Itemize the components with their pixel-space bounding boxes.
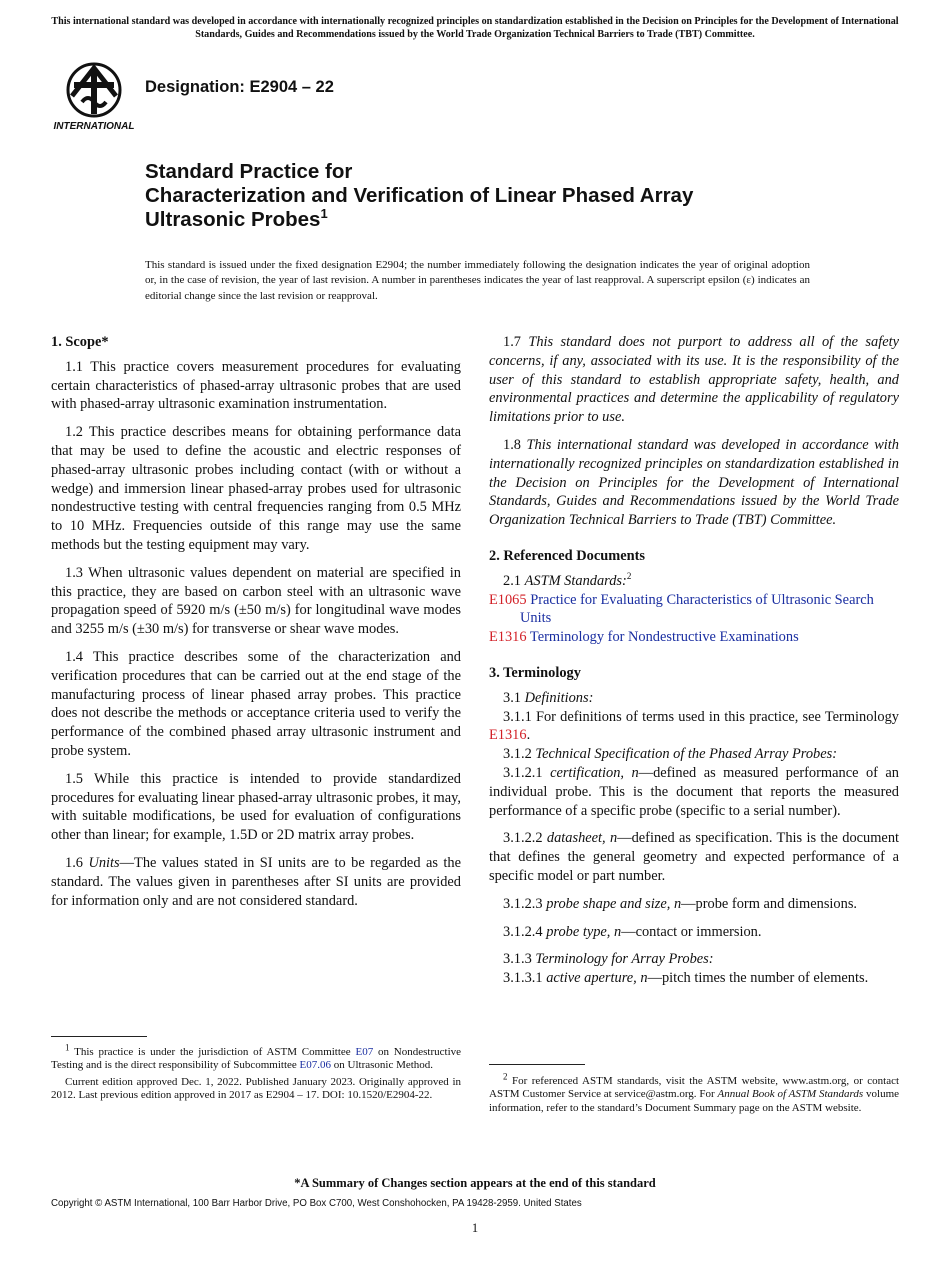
para-1-8-text: This international standard was developed in accordance with internationally recognized principles on standardization established in the Decision on Principles for the Development of International Standards, Guides and Recommendations issued by the World Trade Organization Technical Barriers to Trade (TBT) Committee.: [489, 436, 899, 529]
footnote-2-part-a: For referenced ASTM standards, visit the ASTM website, www.astm.org, or contact ASTM Customer Service at service@astm.org. For: [489, 1075, 900, 1101]
footnote-1-text: [51, 1042, 462, 1073]
definition-text: —pitch times the number of elements.: [647, 970, 869, 987]
footnote-edition: Current edition approved Dec. 1, 2022. Published January 2023. Originally approved in 2012. Last previous edition approved in 2017 as E2904 – 17. DOI: 10.1520/E2904-22.: [51, 1075, 461, 1102]
reference-e1316[interactable]: [489, 628, 899, 647]
defined-term: probe shape and size, n: [546, 895, 682, 912]
title-line-3: Ultrasonic Probes: [145, 208, 321, 231]
para-3-1-2-number: 3.1.2: [503, 746, 532, 763]
logo-wordmark: INTERNATIONAL: [53, 121, 135, 132]
para-2-1: [489, 572, 899, 591]
footnote-rule-right: [489, 1064, 585, 1065]
para-number: 3.1.2.3: [503, 895, 543, 912]
para-3-1: [489, 689, 899, 708]
para-1-4: 1.4 This practice describes some of the characterization and verification procedures that can be carried out at the end stage of the manufacturing process of linear phased array probes. This practice does not describe the methods or acceptance criteria used to verify the performance of the combined phased array ultrasonic instrument and probe system.: [51, 648, 461, 759]
para-3-1-2-text: Technical Specification of the Phased Array Probes:: [535, 746, 838, 763]
subcommittee-e07-06-link[interactable]: E07.06: [299, 1059, 332, 1072]
para-2-1-footnote-mark: 2: [626, 570, 632, 581]
reference-code-link[interactable]: E1065: [489, 591, 527, 608]
committee-e07-link[interactable]: E07: [355, 1046, 374, 1058]
terminology-heading: 3. Terminology: [489, 664, 581, 681]
terminology-e1316-link[interactable]: E1316: [489, 727, 527, 744]
para-number: 3.1.3.1: [503, 970, 543, 987]
footnote-1: [51, 1042, 462, 1106]
para-3-1-2-3: [489, 895, 899, 914]
footnote-2-text: [489, 1071, 900, 1115]
reference-title-link[interactable]: Terminology for Nondestructive Examinations: [529, 629, 799, 646]
definition-text: —defined as measured performance of an individual probe. This is the document that reports the measured performance of a specific probe (specific to a serial number).: [489, 764, 899, 819]
para-3-1-3-text: Terminology for Array Probes:: [535, 951, 714, 968]
para-1-7-text: This standard does not purport to address all of the safety concerns, if any, associated with its use. It is the responsibility of the user of this standard to establish appropriate safety, health, and environmental practices and determine the applicability of regulatory limitations prior to use.: [489, 334, 899, 426]
footnote-rule-left: [51, 1036, 147, 1037]
reference-e1065[interactable]: [489, 591, 899, 629]
page-number: 1: [471, 1221, 479, 1235]
para-3-1-3-1: [489, 969, 899, 988]
para-1-8-number: 1.8: [503, 436, 521, 453]
para-1-2: 1.2 This practice describes means for obtaining performance data that may be used to define the acoustic and electric responses of phased-array ultrasonic probes including contact (with or without a wedge) and immersion linear phased-array probes used for ultrasonic nondestructive testing with central frequencies ranging from 0.5 MHz to 10 MHz. Frequencies outside of this range may use the same methods but the testing equipment may vary.: [51, 424, 461, 553]
para-1-6-number: 1.6: [65, 854, 83, 871]
footnote-1-mark: 1: [65, 1042, 70, 1053]
para-3-1-1-text: 3.1.1 For definitions of terms used in this practice, see Terminology: [503, 708, 899, 725]
issued-note: This standard is issued under the fixed designation E2904; the number immediately following the designation indicates the year of original adoption or, in the case of revision, the year of last revision. A number in parentheses indicates the year of last reapproval. A superscript epsilon (ε) indicates an editorial change since the last revision or reapproval.: [145, 259, 810, 302]
footnote-1-part-b: on Nondestructive Testing and is the direct responsibility of Subcommittee: [51, 1046, 462, 1072]
para-number: 3.1.2.2: [503, 830, 543, 847]
designation: Designation: E2904 – 22: [145, 78, 334, 96]
defined-term: certification, n: [550, 764, 639, 781]
para-number: 3.1.2.4: [503, 923, 543, 940]
copyright: Copyright © ASTM International, 100 Barr Harbor Drive, PO Box C700, West Conshohocken, PA 19428-2959. United States: [51, 1198, 582, 1209]
title-line-2: Characterization and Verification of Linear Phased Array: [145, 184, 694, 207]
wto-note: This international standard was developed in accordance with internationally recognized principles on standardization established in the Decision on Principles for the Development of International Standards, Guides and Recommendations issued by the World Trade Organization Technical Barriers to Trade (TBT) Committee.: [51, 16, 899, 40]
para-3-1-1: 3.1.1 For definitions of terms used in this practice, see Terminology E1316.: [489, 708, 899, 744]
para-3-1-3-number: 3.1.3: [503, 951, 532, 968]
para-3-1-2-2: [489, 829, 899, 885]
footnote-2: [489, 1071, 900, 1118]
definition-text: —contact or immersion.: [621, 923, 762, 940]
para-2-1-number: 2.1: [503, 572, 521, 589]
para-1-6-text: —The values stated in SI units are to be regarded as the standard. The values given in parentheses after SI units are provided for information only and are not considered standard.: [51, 854, 461, 909]
scope-heading: 1. Scope*: [51, 334, 109, 350]
para-1-6: [51, 854, 461, 910]
title-line-1: Standard Practice for: [145, 160, 353, 183]
defined-term: datasheet, n: [546, 830, 618, 847]
right-column: [489, 333, 899, 997]
referenced-documents-heading: 2. Referenced Documents: [489, 547, 645, 564]
footnote-1-part-c: on Ultrasonic Method.: [333, 1059, 434, 1072]
para-1-7-number: 1.7: [503, 334, 521, 350]
para-number: 3.1.2.1: [503, 764, 543, 781]
para-1-6-term: Units: [88, 854, 120, 871]
summary-of-changes-note: *A Summary of Changes section appears at the end of this standard: [294, 1176, 656, 1190]
para-3-1-2: [489, 745, 899, 764]
defined-term: probe type, n: [546, 923, 622, 940]
astm-logo: [52, 58, 136, 132]
para-2-1-text: ASTM Standards:: [524, 572, 627, 589]
reference-code-link[interactable]: E1316: [489, 629, 527, 646]
reference-title-link[interactable]: Practice for Evaluating Characteristics of Ultrasonic Search Units: [520, 591, 874, 627]
para-3-1-number: 3.1: [503, 689, 521, 706]
footnote-2-mark: 2: [503, 1071, 508, 1082]
definition-text: —defined as specification. This is the document that defines the general geometry and expected performance of a specific model or part number.: [489, 830, 900, 884]
para-3-1-text: Definitions:: [524, 689, 594, 706]
footnote-2-part-b: volume information, refer to the standard’s Document Summary page on the ASTM website.: [489, 1088, 900, 1114]
para-3-1-2-4: [489, 923, 899, 942]
title-footnote-mark: 1: [320, 206, 328, 222]
definition-text: —probe form and dimensions.: [681, 895, 858, 912]
footnote-2-italic: Annual Book of ASTM Standards: [717, 1088, 864, 1101]
para-1-1: 1.1 This practice covers measurement procedures for evaluating certain characteristics of phased-array ultrasonic probes that are used with phased-array ultrasonic examination instrumentation.: [51, 358, 461, 413]
defined-term: active aperture, n: [546, 970, 648, 987]
para-1-5: 1.5 While this practice is intended to provide standardized procedures for evaluating linear phased-array ultrasonic probes, it may, with suitable modifications, be used for evaluation of configurations other than linear; for example, 1.5D or 2D matrix array probes.: [51, 770, 461, 844]
footnote-1-part-a: This practice is under the jurisdiction of ASTM Committee: [74, 1046, 351, 1058]
para-3-1-3: [489, 950, 899, 969]
para-1-8: [489, 436, 899, 530]
para-1-7: [489, 333, 899, 427]
left-column: [51, 333, 461, 919]
para-1-3: 1.3 When ultrasonic values dependent on material are specified in this practice, they are based on carbon steel with an ultrasonic wave propagation speed of 5920 m/s (±50 m/s) for longitudinal wave modes and 3255 m/s (±30 m/s) for transverse or shear wave modes.: [51, 564, 461, 638]
document-title: [145, 160, 693, 232]
para-3-1-2-1: [489, 764, 899, 820]
